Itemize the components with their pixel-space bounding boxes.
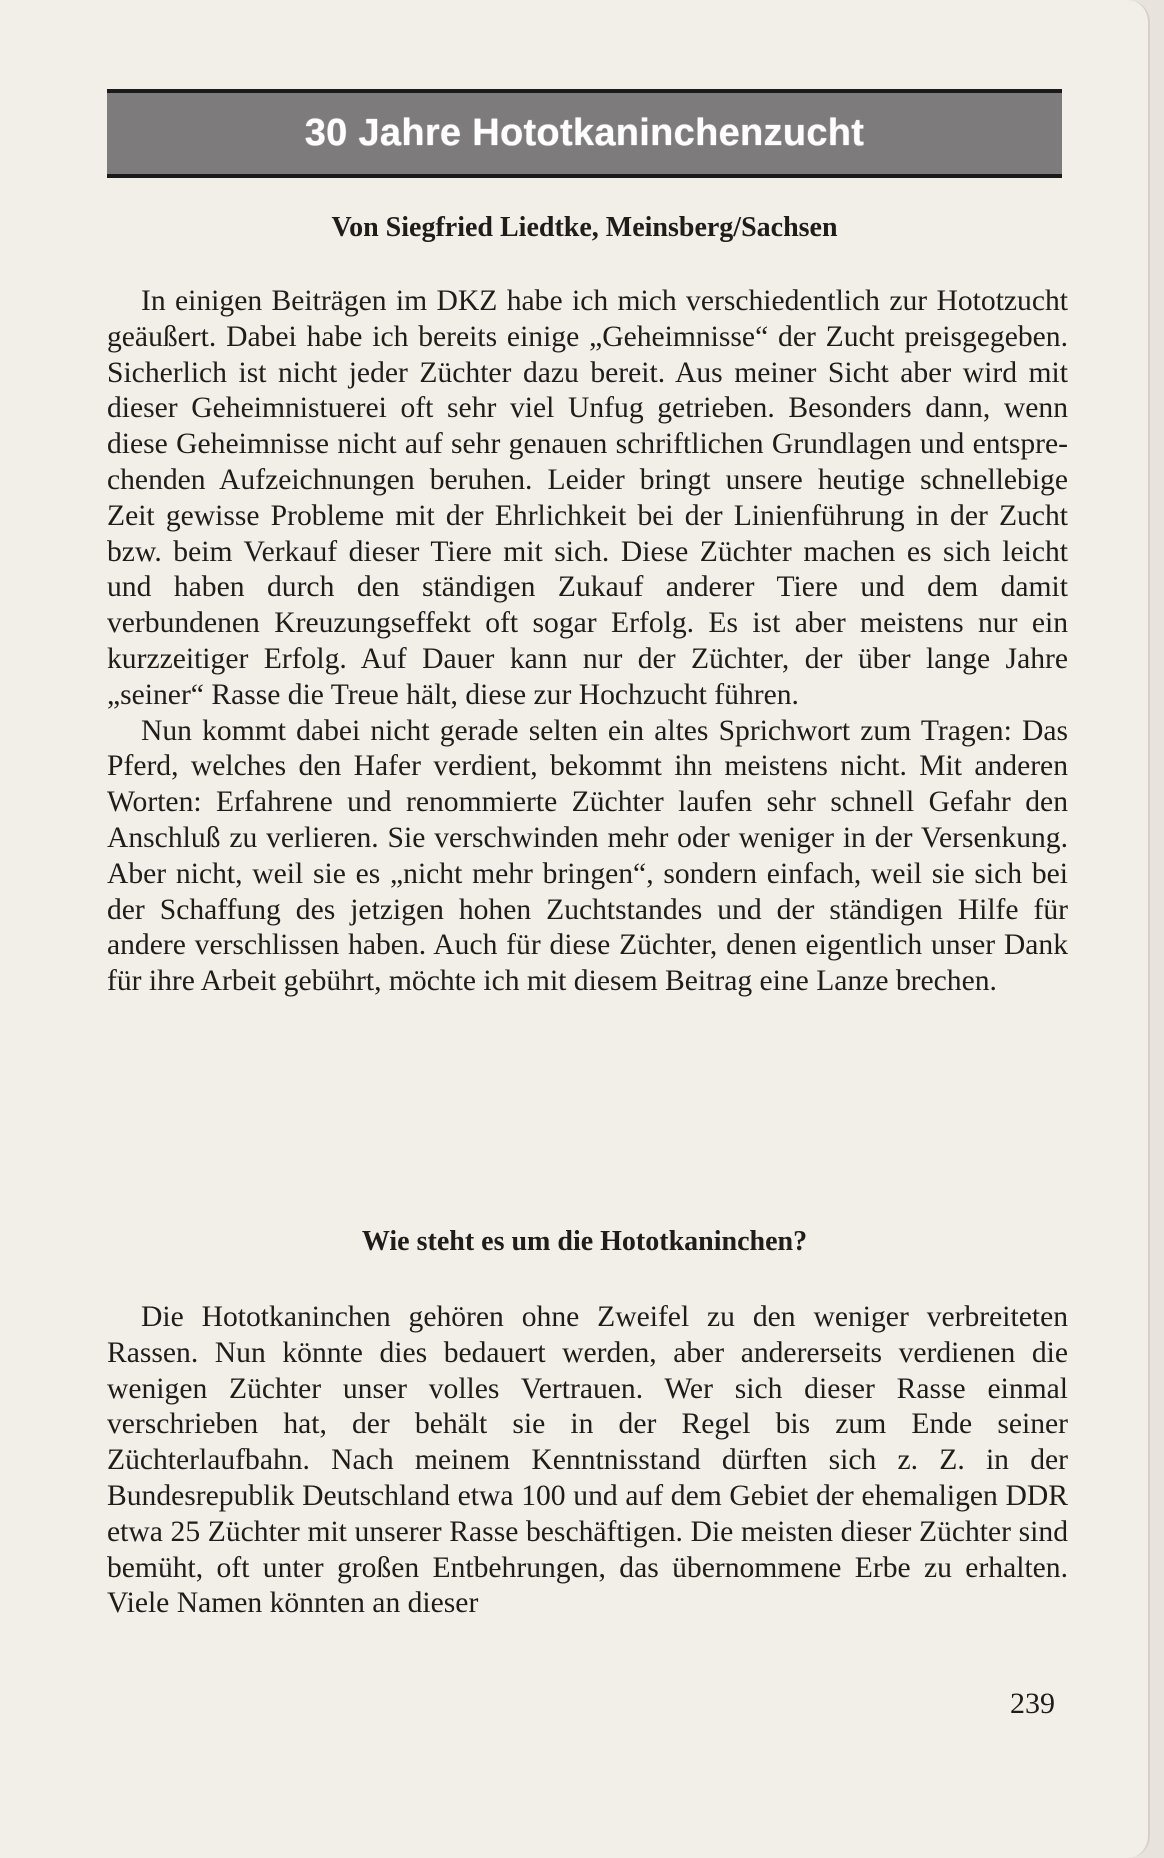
section-heading: Wie steht es um die Hototkaninchen? bbox=[361, 1226, 808, 1257]
intro-text bbox=[107, 284, 1068, 1000]
author-byline: Von Siegfried Liedtke, Meinsberg/Sachsen bbox=[331, 212, 838, 243]
title-band bbox=[107, 89, 1062, 178]
paragraph: In einigen Beiträgen im DKZ habe ich mich verschiedentlich zur Hototzucht geäußert. Dabei habe ich bereits einige „Geheimnisse“ der Zucht preisgegeben. Sicherlich ist nicht jeder Züchter dazu bereit. Aus meiner Sicht aber wird mit dieser Geheimnistuerei oft sehr viel Unfug getrieben. Besonders dann, wenn diese Geheimnisse nicht auf sehr genauen schriftlichen Grundlagen und entsprechenden Aufzeichnungen beruhen. Leider bringt unsere heutige schnellebige Zeit gewisse Probleme mit der Ehrlichkeit bei der Linienführung in der Zucht bzw. beim Verkauf dieser Tiere mit sich. Diese Züchter machen es sich leicht und haben durch den ständigen Zukauf anderer Tiere und dem damit verbundenen Kreuzungseffekt oft sogar Erfolg. Es ist aber meistens nur ein kurzzeitiger Erfolg. Auf Dauer kann nur der Züchter, der über lange Jahre „seiner“ Rasse die Treue hält, diese zur Hochzucht führen. bbox=[107, 285, 1068, 711]
section-text bbox=[107, 1300, 1068, 1622]
paragraph: Die Hototkaninchen gehören ohne Zweifel zu den weniger verbreiteten Rassen. Nun könnte dies bedauert werden, aber andererseits verdienen die wenigen Züchter unser volles Vertrauen. Wer sich dieser Rasse einmal verschrieben hat, der behält sie in der Regel bis zum Ende seiner Züchterlaufbahn. Nach meinem Kenntnisstand dürften sich z. Z. in der Bundesrepublik Deutschland etwa 100 und auf dem Gebiet der ehemaligen DDR etwa 25 Züchter mit unserer Rasse beschäftigen. Die meisten dieser Züchter sind bemüht, oft unter großen Entbehrungen, das übernommene Erbe zu erhalten. Viele Namen könnten an dieser bbox=[107, 1301, 1068, 1620]
article-title: 30 Jahre Hototkaninchenzucht bbox=[304, 112, 865, 154]
page-number: 239 bbox=[1010, 1687, 1055, 1720]
paragraph: Nun kommt dabei nicht gerade selten ein altes Sprichwort zum Tragen: Das Pferd, welches den Hafer verdient, bekommt ihn meistens nicht. Mit anderen Worten: Erfahrene und renommierte Züchter laufen sehr schnell Gefahr den Anschluß zu verlieren. Sie verschwinden mehr oder weniger in der Versenkung. Aber nicht, weil sie es „nicht mehr bringen“, sondern einfach, weil sie sich bei der Schaffung des jetzigen hohen Zuchtstandes und der ständigen Hilfe für andere verschlissen haben. Auch für diese Züchter, denen eigentlich unser Dank für ihre Arbeit gebührt, möchte ich mit diesem Beitrag eine Lanze brechen. bbox=[107, 714, 1068, 998]
